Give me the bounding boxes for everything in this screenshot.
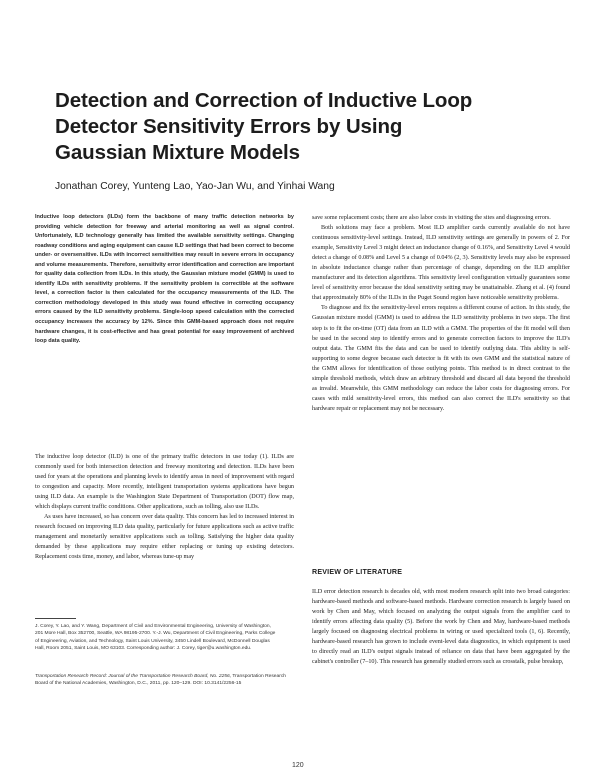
author-affiliations: J. Corey, Y. Lao, and Y. Wang, Department of Civil and Environmental Engineering, University of Washington, 201 More Hall, Box 352700, Seattle, WA 98195-2700. Y.-J. Wu, Department of Civil Engineering, Parks College of Engineering, Aviation, and Technology, Saint Louis University, 3450 Lindell Boulevard, McDonnell Douglas Hall, Room 2051, Saint Louis, MO 63103. Corresponding author: J. Corey, tiger@u.washington.edu. bbox=[35, 624, 276, 651]
page-number: 120 bbox=[292, 762, 304, 769]
review-paragraph: ILD error detection research is decades old, with most modern research split into two broad categories: hardware-based methods and software-based methods. Hardware correction research is largely based on work by Chen and May, which focused on analyzing the output signals from the amplifier card to identify errors affecting data quality (5). Before the work by Chen and May, hardware-based methods largely focused on diagnosing electrical problems in wiring or used specialized tools (1, 6). Recently, hardware-based research has grown to include event-level data diagnostics, in which equipment is used to directly read an ILD's output signals instead of reliance on data that have been aggregated by the cabinet's controller (7–10). This research has generally studied errors such as crosstalk, pulse breakup, bbox=[312, 589, 570, 666]
paper-title: Detection and Correction of Inductive Loop Detector Sensitivity Errors by Using Gaussian Mixture Models bbox=[55, 89, 473, 164]
journal-details: Transportation Research Board of the National Academies, Washington, D.C., 2011, pp. 120–129. DOI: 10.3141/2256-15 bbox=[35, 674, 287, 687]
intro-paragraph: As uses have increased, so has concern over data quality. This concern has led to increased interest in research focused on improving ILD data quality, particularly for future applications such as active traffic management and monetarily sensitive applications such as tolling. Satisfying the higher data quality demanded by these applications may require either replacing or tuning up existing detectors. Replacement costs time, money, and labor, whereas tune-up may bbox=[35, 514, 294, 561]
author-list: Jonathan Corey, Yunteng Lao, Yao-Jan Wu, and Yinhai Wang bbox=[55, 181, 335, 192]
intro-paragraph: The inductive loop detector (ILD) is one of the primary traffic detectors in use today (1). ILDs are commonly used for both intersection detection and freeway monitoring and detection. ILDs have been used for years at the operations and planning levels to identify areas in need of improvement with regard to congestion and capacity. More recently, intelligent transportation systems applications have begun using ILD data. An example is the Washington State Department of Transportation (DOT) flow map, which displays current traffic conditions. Other applications, such as tolling, also use ILDs. bbox=[35, 454, 294, 511]
section-heading: REVIEW OF LITERATURE bbox=[312, 568, 403, 576]
journal-citation bbox=[35, 673, 290, 688]
right-column bbox=[312, 213, 570, 414]
journal-title: Transportation Research Record: Journal of the Transportation Research Board, No. 2256, bbox=[35, 674, 232, 679]
body-paragraph: Both solutions may face a problem. Most ILD amplifier cards currently available do not have continuous sensitivity-level settings. Instead, ILD sensitivity settings are generally in powers of 2. For example, Sensitivity Level 3 might detect an inductance change of 0.16%, and Sensitivity Level 4 would detect a change of 0.08% and Level 5 a change of 0.04% (2, 3). Sensitivity levels may also be expressed in absolute inductance change rather than percentage of change, depending on the ILD amplifier manufacturer and its detection algorithms. This sensitivity level configuration virtually guarantees some level of sensitivity error because the ideal sensitivity setting may be unattainable. Zhang et al. (4) found that approximately 80% of the ILDs in the Puget Sound region have noticeable sensitivity problems. bbox=[312, 225, 570, 302]
introduction bbox=[35, 452, 294, 563]
abstract: Inductive loop detectors (ILDs) form the backbone of many traffic detection networks by providing vehicle detection for freeway and arterial monitoring as well as signal control. Unfortunately, ILD technology generally has limited the available sensitivity settings. Changing roadway conditions and aging equipment can cause ILD settings that had been correct to become under- or oversensitive. ILDs with incorrect sensitivities may result in severe errors in occupancy and volume measurements. Therefore, sensitivity error identification and correction are important for quality data collection from ILDs. In this study, the Gaussian mixture model (GMM) is used to identify ILDs with sensitivity problems. If the sensitivity problem is correctible at the software level, a correction factor is then calculated for the occupancy measurements of the ILD. The correction methodology developed in this study was found effective in correcting occupancy errors caused by the ILD sensitivity problems. Single-loop speed calculation with the corrected occupancy increases the accuracy by 12%. Since this GMM-based approach does not require hardware changes, it is cost-effective and has great potential for easy improvement of archived loop data quality. bbox=[35, 214, 294, 345]
body-paragraph: save some replacement costs; there are also labor costs in visiting the sites and diagnosing errors. bbox=[312, 215, 551, 221]
body-paragraph: To diagnose and fix the sensitivity-level errors requires a different course of action. In this study, the Gaussian mixture model (GMM) is used to address the ILD sensitivity problems in two steps. The first step is to fit the on-time (OT) data from an ILD with a GMM. The properties of the fit model will then be used in the second step to identify errors and to generate correction factors to improve the ILD's output data. The GMM fits the data and can be used to identify outlying data. This ability is self-supporting to some degree because each detector is fit with its own GMM and the statistical nature of the GMM allows for identification of those outlying points. This method is in direct contrast to the simple threshold methods, which draw an arbitrary threshold and discard all data beyond the threshold as invalid. Meanwhile, this GMM methodology can reduce the labor costs for diagnosing errors. For cases with mild sensitivity-level errors, this method can also correct the ILD's sensitivity so that hardware repair or replacement may not be necessary. bbox=[312, 305, 570, 412]
footnote-divider bbox=[35, 618, 76, 619]
